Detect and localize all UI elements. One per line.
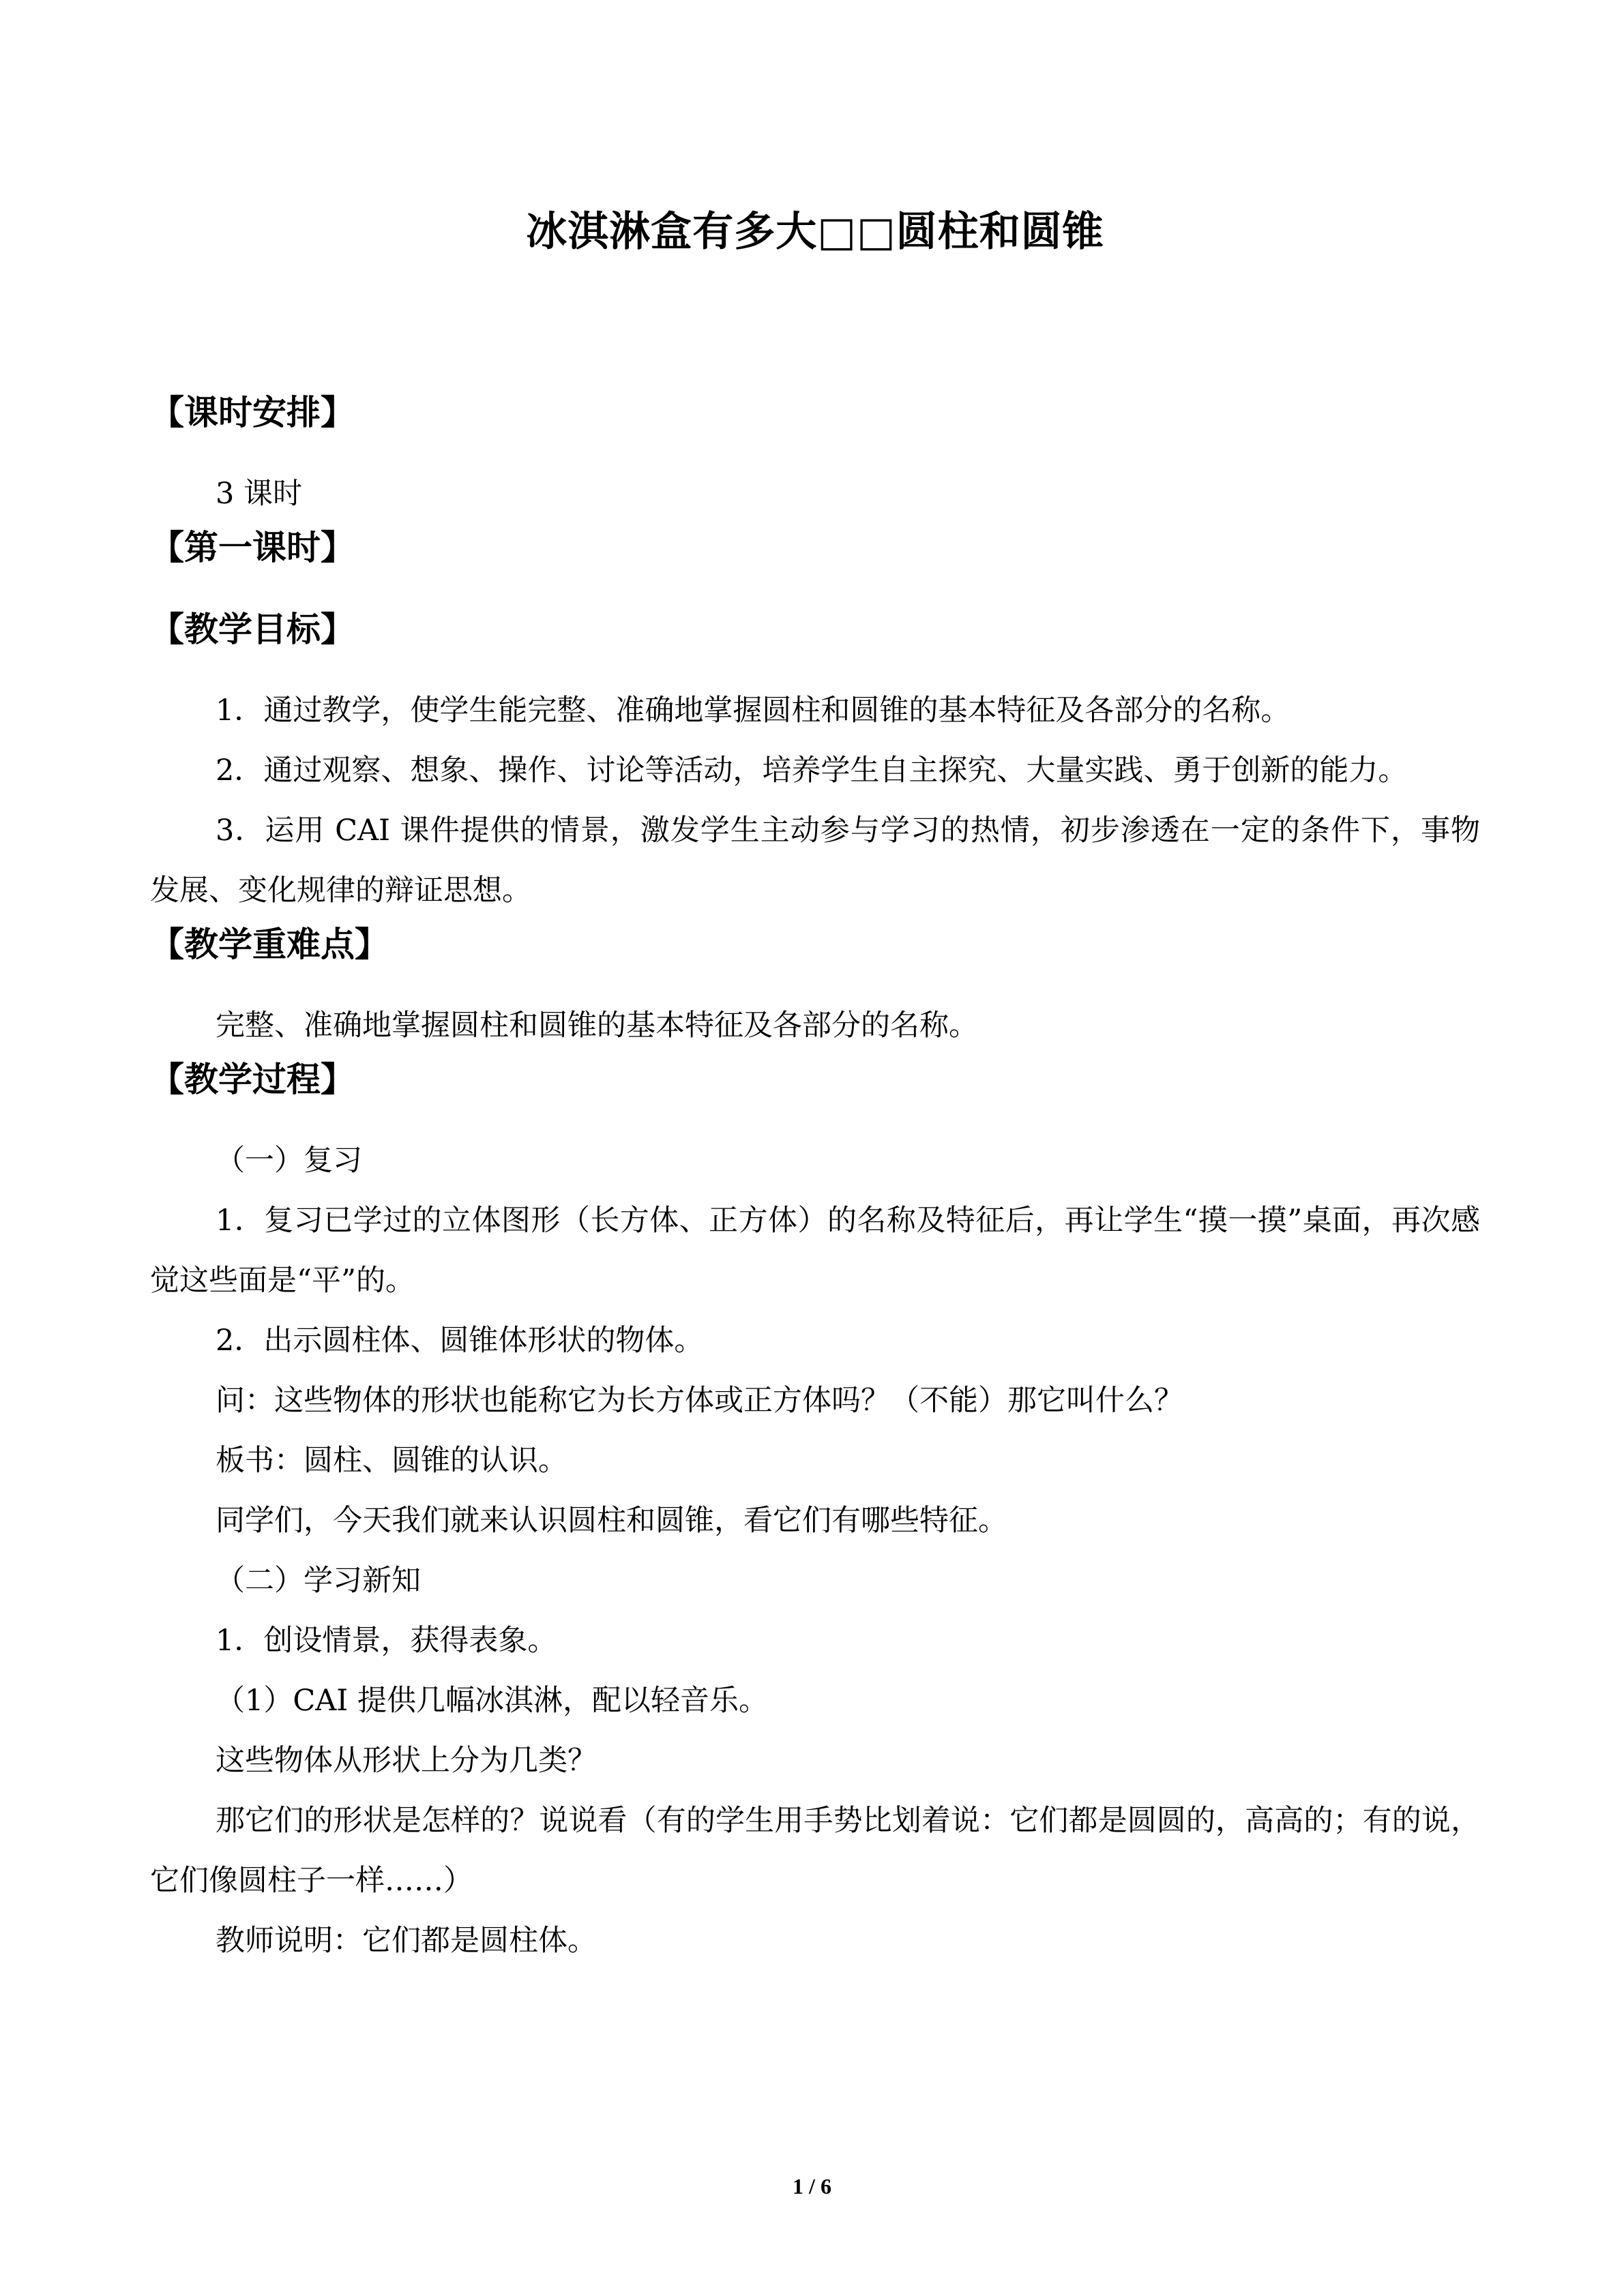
process-paragraph: 这些物体从形状上分为几类？: [216, 1744, 597, 1778]
document-title: 冰淇淋盒有多大□□圆柱和圆锥: [526, 208, 1104, 256]
process-paragraph: 问：这些物体的形状也能称它为长方体或正方体吗？（不能）那它叫什么？: [216, 1384, 1183, 1418]
process-paragraph: （二）学习新知: [216, 1564, 421, 1598]
process-paragraph: 板书：圆柱、圆锥的认识。: [216, 1444, 567, 1478]
goal-item-1: 1．通过教学，使学生能完整、准确地掌握圆柱和圆锥的基本特征及各部分的名称。: [216, 694, 1290, 728]
document-body: [150, 205, 1480, 1971]
process-paragraph: 2．出示圆柱体、圆锥体形状的物体。: [216, 1324, 704, 1358]
process-paragraph: 1．创设情景，获得表象。: [216, 1624, 557, 1658]
process-paragraph: （一）复习: [216, 1144, 362, 1178]
schedule-text: 3 课时: [216, 477, 303, 511]
goal-item-2: 2．通过观察、想象、操作、讨论等活动，培养学生自主探究、大量实践、勇于创新的能力。: [216, 754, 1408, 788]
heading-lesson-1: 【第一课时】: [150, 528, 355, 567]
page-number: 1 / 6: [793, 2174, 831, 2198]
heading-goals: 【教学目标】: [150, 610, 355, 649]
heading-process: 【教学过程】: [150, 1060, 355, 1099]
heading-keypoints: 【教学重难点】: [150, 925, 389, 964]
goal-item-3: 3．运用 CAI 课件提供的情景，激发学生主动参与学习的热情，初步渗透在一定的条件下，事物发展、变化规律的辩证思想。: [150, 814, 1480, 908]
process-paragraph: 同学们，今天我们就来认识圆柱和圆锥，看它们有哪些特征。: [216, 1504, 1007, 1538]
process-paragraph: （1）CAI 提供几幅冰淇淋，配以轻音乐。: [216, 1684, 768, 1718]
heading-schedule: 【课时安排】: [150, 393, 355, 432]
keypoints-text: 完整、准确地掌握圆柱和圆锥的基本特征及各部分的名称。: [216, 1009, 978, 1043]
process-paragraph: 教师说明：它们都是圆柱体。: [216, 1924, 597, 1958]
process-paragraph: 1．复习已学过的立体图形（长方体、正方体）的名称及特征后，再让学生“摸一摸”桌面，再次感觉这些面是“平”的。: [150, 1204, 1480, 1298]
process-paragraph: 那它们的形状是怎样的？说说看（有的学生用手势比划着说：它们都是圆圆的，高高的；有的说，它们像圆柱子一样……）: [150, 1804, 1480, 1898]
